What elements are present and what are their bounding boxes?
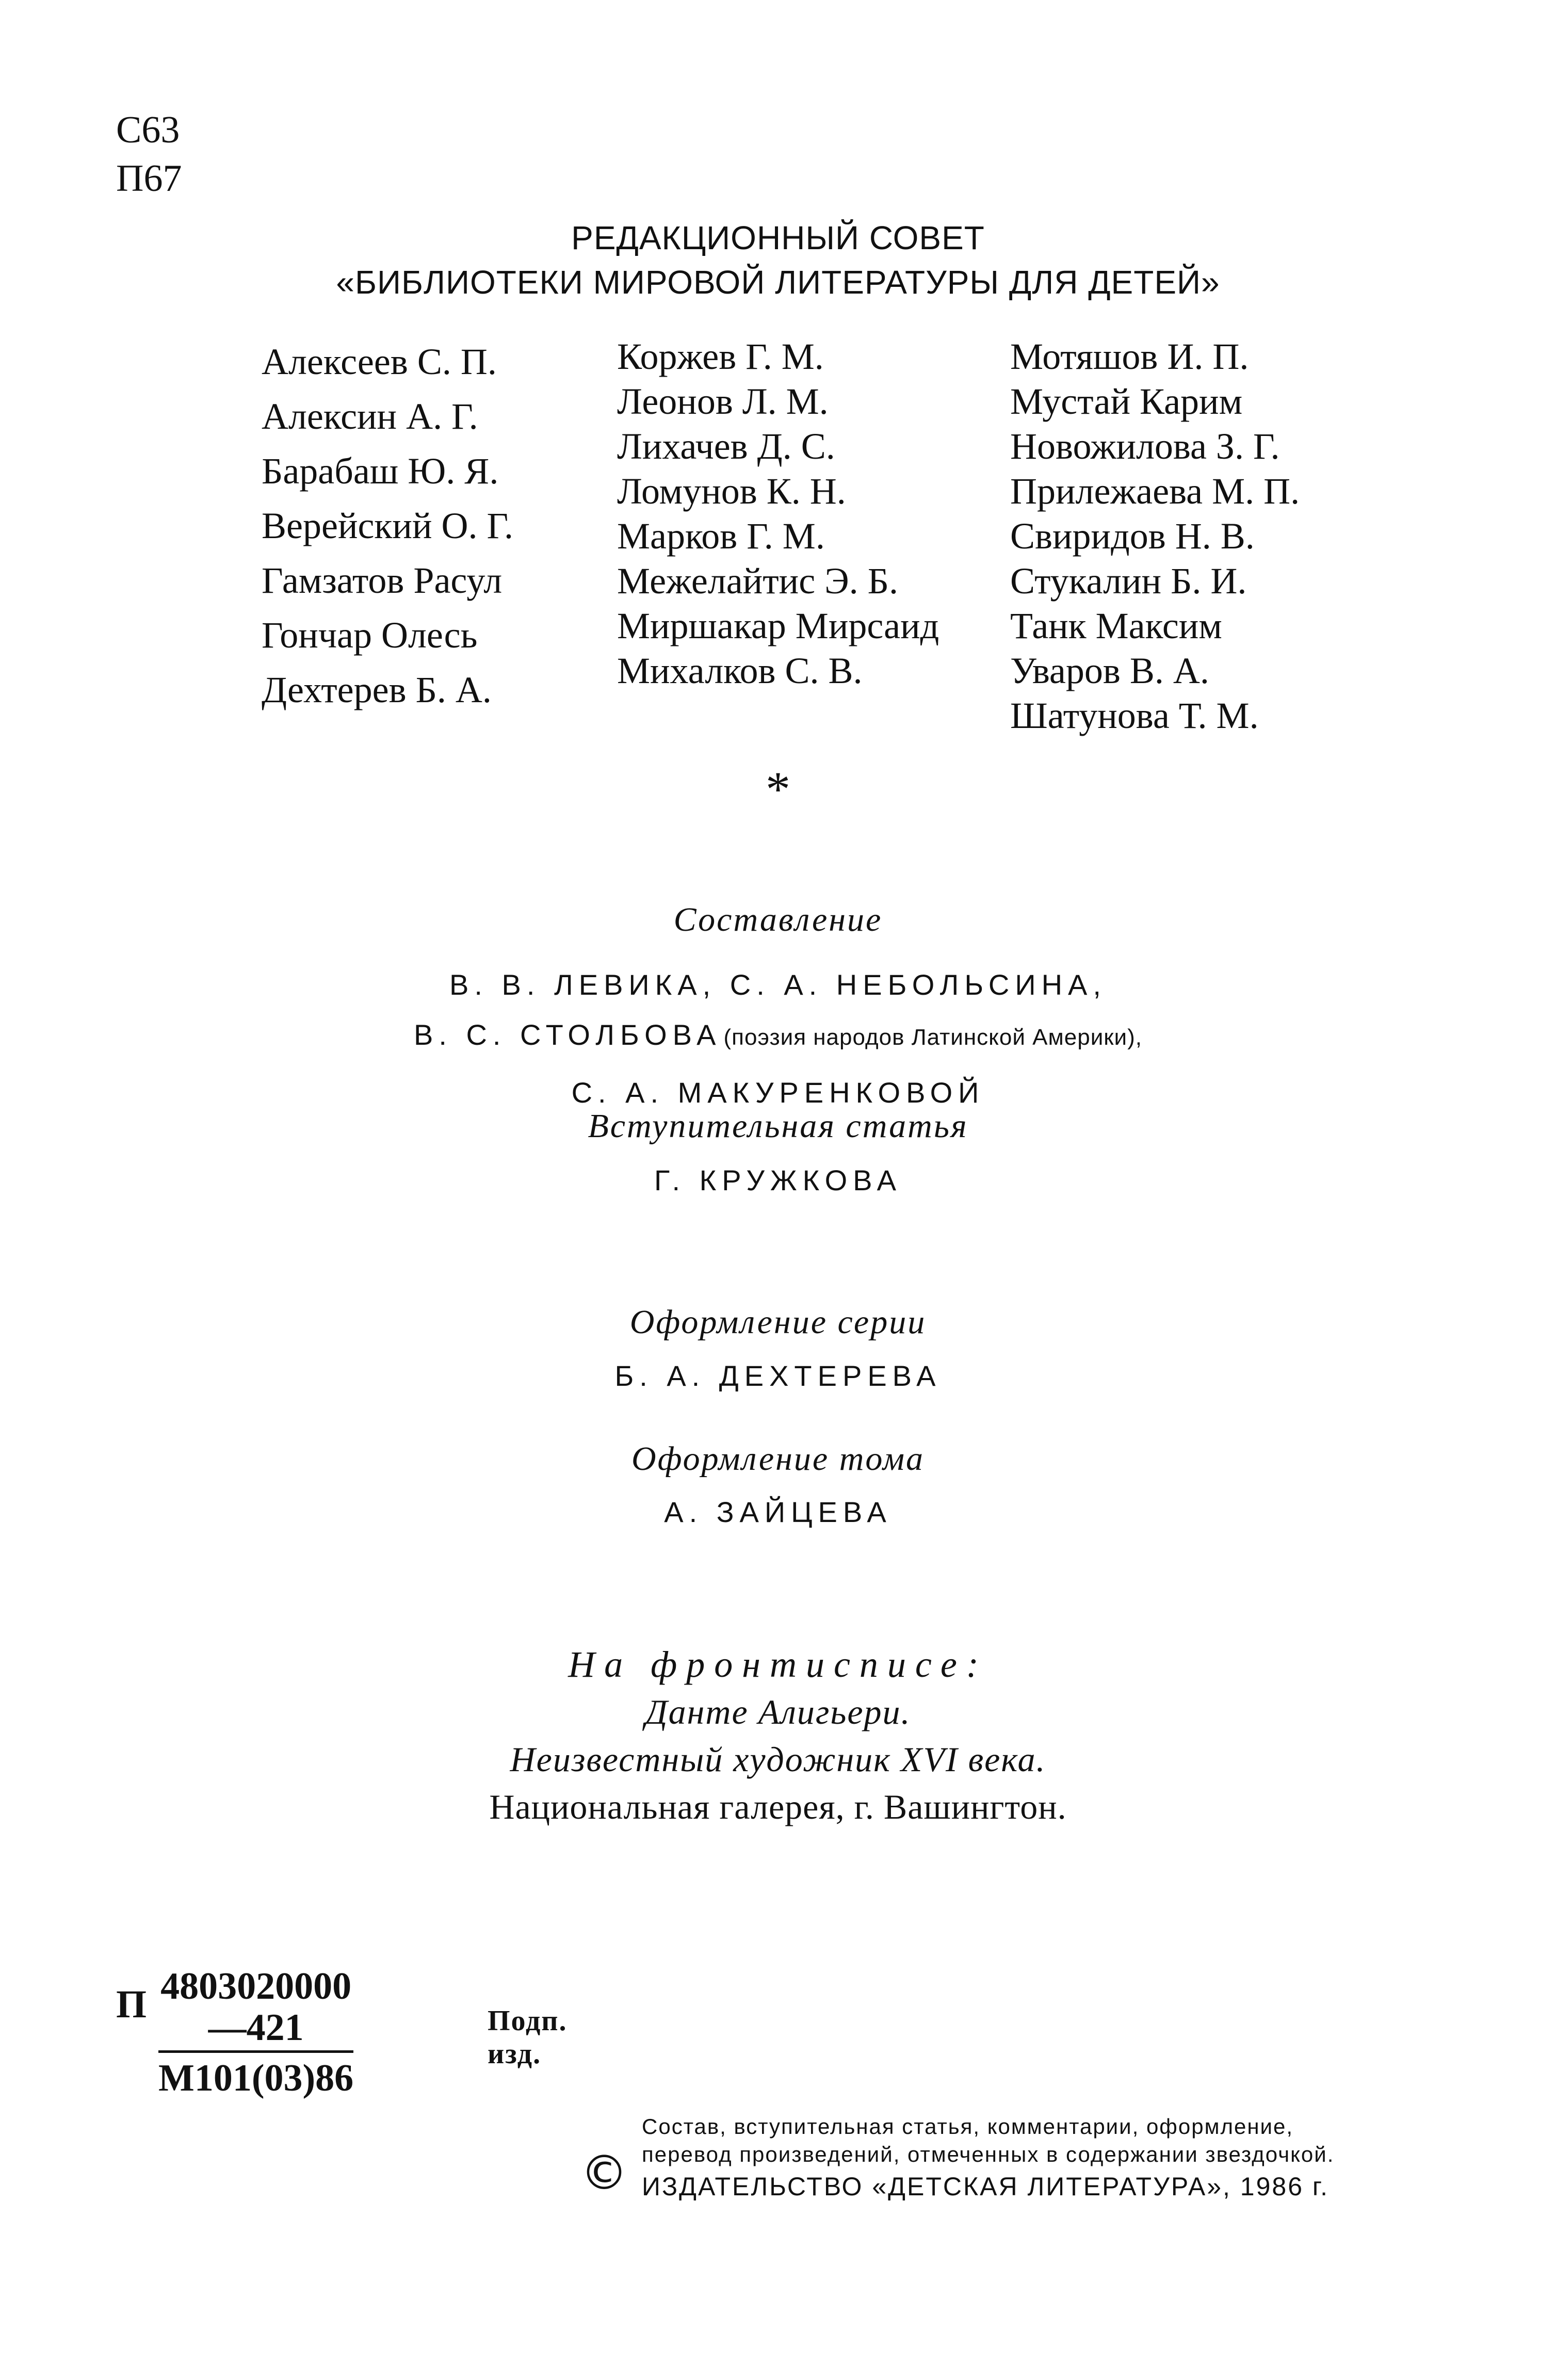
index-letter: П <box>116 1983 147 2026</box>
editorial-board-title <box>0 216 1556 304</box>
board-member: Михалков С. В. <box>617 650 863 691</box>
compilers <box>0 960 1556 1118</box>
board-members-column-2 <box>617 334 939 693</box>
code-line: С63 <box>116 109 180 151</box>
board-member: Прилежаева М. П. <box>1010 471 1300 512</box>
copyright-publisher: ИЗДАТЕЛЬСТВО «ДЕТСКАЯ ЛИТЕРАТУРА», 1986 г. <box>642 2172 1329 2201</box>
subscription-note: Подп. изд. <box>488 2005 568 2070</box>
board-member: Марков Г. М. <box>617 515 825 557</box>
compiler-note: (поэзия народов Латинской Америки), <box>723 1025 1142 1050</box>
board-member: Барабаш Ю. Я. <box>262 450 499 492</box>
board-title-line: «БИБЛИОТЕКИ МИРОВОЙ ЛИТЕРАТУРЫ ДЛЯ ДЕТЕЙ» <box>336 264 1220 301</box>
compilers-line: В. В. ЛЕВИКА, С. А. НЕБОЛЬСИНА, <box>449 968 1107 1001</box>
board-title-line: РЕДАКЦИОННЫЙ СОВЕТ <box>571 219 985 256</box>
section-asterisk: * <box>766 762 790 817</box>
board-member: Шатунова Т. М. <box>1010 695 1259 736</box>
compilation-label: Составление <box>673 901 883 938</box>
board-member: Стукалин Б. И. <box>1010 560 1247 602</box>
board-member: Танк Максим <box>1010 605 1222 646</box>
copyright-notice <box>642 2113 1334 2205</box>
board-member: Верейский О. Г. <box>262 505 513 546</box>
compiler-name: В. С. СТОЛБОВА <box>414 1018 722 1051</box>
series-design-label: Оформление серии <box>629 1303 927 1341</box>
board-member: Леонов Л. М. <box>617 381 829 422</box>
intro-article-label: Вступительная статья <box>588 1107 968 1145</box>
frontispiece-title: Данте Алигьери. <box>645 1692 911 1731</box>
frontispiece-location: Национальная галерея, г. Вашингтон. <box>489 1787 1067 1826</box>
board-member: Гончар Олесь <box>262 614 478 656</box>
compilers-line <box>0 1010 1556 1067</box>
frontispiece-label: На фронтисписе: <box>568 1644 988 1685</box>
index-fraction <box>158 1966 353 2101</box>
frontispiece-artist: Неизвестный художник XVI века. <box>510 1740 1046 1779</box>
volume-design-author: А. ЗАЙЦЕВА <box>664 1496 892 1528</box>
volume-design-label: Оформление тома <box>631 1440 925 1478</box>
board-member: Межелайтис Э. Б. <box>617 560 899 602</box>
board-member: Уваров В. А. <box>1010 650 1209 691</box>
board-members-column-1 <box>262 334 513 717</box>
board-member: Ломунов К. Н. <box>617 471 846 512</box>
classification-codes <box>116 106 182 203</box>
board-member: Новожилова З. Г. <box>1010 426 1280 467</box>
board-member: Гамзатов Расул <box>262 560 503 601</box>
copyright-line: перевод произведений, отмеченных в содержании звездочкой. <box>642 2142 1335 2166</box>
board-member: Лихачев Д. С. <box>617 426 835 467</box>
board-member: Алексин А. Г. <box>262 396 478 437</box>
copyright-icon: © <box>580 2145 628 2200</box>
board-member: Мустай Карим <box>1010 381 1243 422</box>
compilers-line: С. А. МАКУРЕНКОВОЙ <box>571 1076 985 1109</box>
board-members-column-3 <box>1010 334 1300 738</box>
board-member: Мотяшов И. П. <box>1010 336 1249 377</box>
board-member: Дехтерев Б. А. <box>262 669 492 710</box>
frontispiece-caption <box>0 1641 1556 1831</box>
code-line: П67 <box>116 157 182 200</box>
board-member: Миршакар Мирсаид <box>617 605 939 646</box>
board-member: Алексеев С. П. <box>262 341 497 382</box>
board-member: Коржев Г. М. <box>617 336 824 377</box>
copyright-line: Состав, вступительная статья, комментарии, оформление, <box>642 2114 1293 2139</box>
index-denominator: М101(03)86 <box>158 2057 354 2099</box>
intro-article-author: Г. КРУЖКОВА <box>654 1164 902 1196</box>
index-numerator: 4803020000—421 <box>158 1966 353 2053</box>
series-design-author: Б. А. ДЕХТЕРЕВА <box>614 1359 942 1392</box>
board-member: Свиридов Н. В. <box>1010 515 1255 557</box>
